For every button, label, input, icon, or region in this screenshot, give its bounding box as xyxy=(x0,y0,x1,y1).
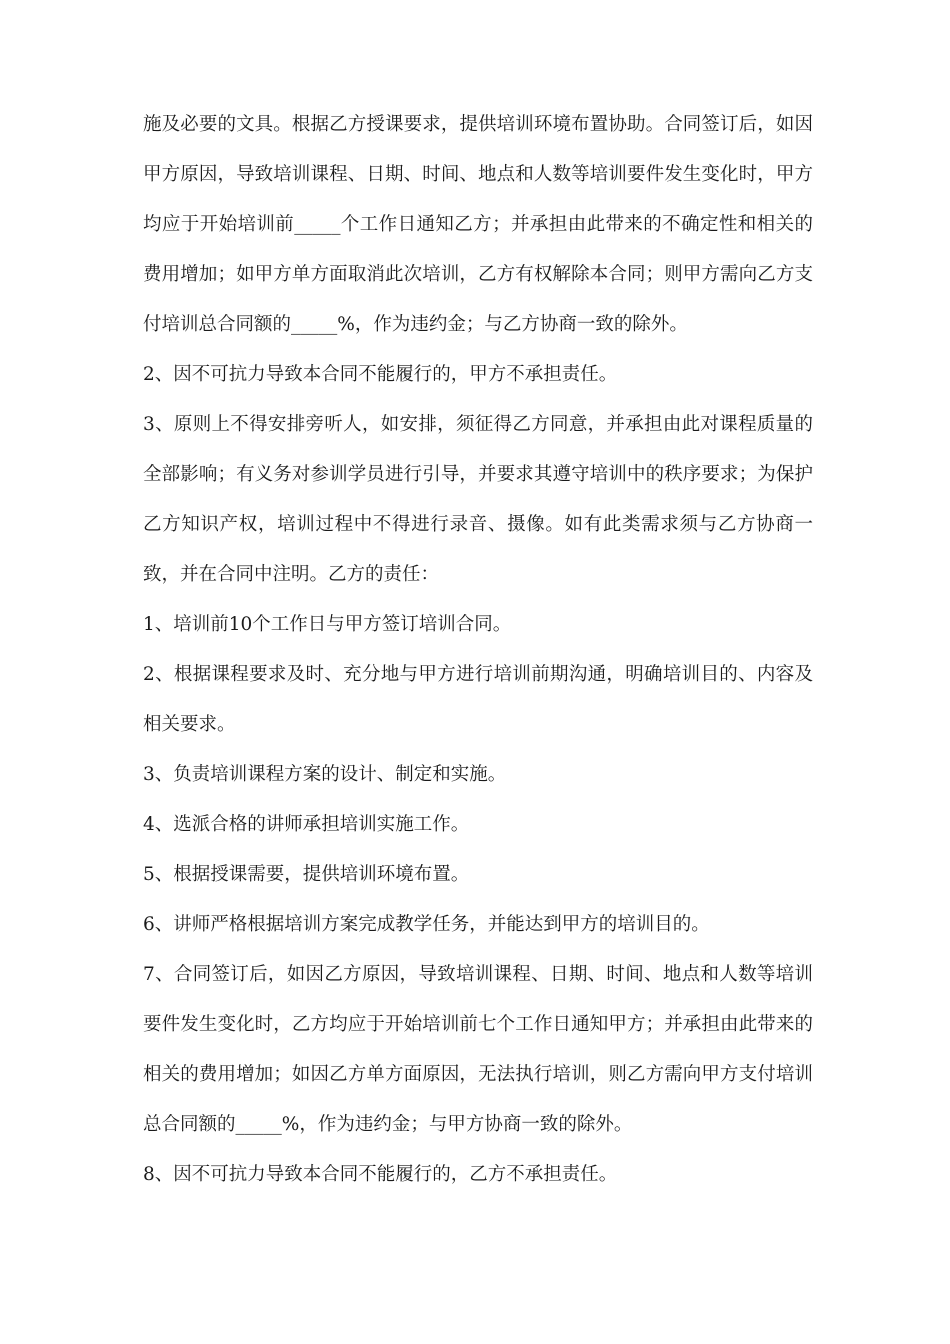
paragraph-party-b-item-4: 4、选派合格的讲师承担培训实施工作。 xyxy=(143,814,470,835)
paragraph-party-b-item-6: 6、讲师严格根据培训方案完成教学任务，并能达到甲方的培训目的。 xyxy=(143,914,710,935)
paragraph-party-b-item-8: 8、因不可抗力导致本合同不能履行的，乙方不承担责任。 xyxy=(143,1164,618,1185)
paragraph-party-b-item-1: 1、培训前10个工作日与甲方签订培训合同。 xyxy=(143,614,512,635)
paragraph-party-b-item-3: 3、负责培训课程方案的设计、制定和实施。 xyxy=(143,764,507,785)
paragraph-party-a-obligations-continued: 施及必要的文具。根据乙方授课要求，提供培训环境布置协助。合同签订后，如因甲方原因，导致培训课程、日期、时间、地点和人数等培训要件发生变化时，甲方均应于开始培训前_____个工作日通知乙方；并承担由此带来的不确定性和相关的费用增加；如甲方单方面取消此次培训，乙方有权解除本合同；则甲方需向乙方支付培训总合同额的_____%，作为违约金；与乙方协商一致的除外。 xyxy=(143,114,813,335)
paragraph-party-b-item-5: 5、根据授课需要，提供培训环境布置。 xyxy=(143,864,470,885)
paragraph-party-a-item-3: 3、原则上不得安排旁听人，如安排，须征得乙方同意，并承担由此对课程质量的全部影响；有义务对参训学员进行引导，并要求其遵守培训中的秩序要求；为保护乙方知识产权，培训过程中不得进行录音、摄像。如有此类需求须与乙方协商一致，并在合同中注明。乙方的责任： xyxy=(143,414,813,585)
document-body xyxy=(143,100,813,1200)
paragraph-party-b-item-7: 7、合同签订后，如因乙方原因，导致培训课程、日期、时间、地点和人数等培训要件发生变化时，乙方均应于开始培训前七个工作日通知甲方；并承担由此带来的相关的费用增加；如因乙方单方面原因，无法执行培训，则乙方需向甲方支付培训总合同额的_____%，作为违约金；与甲方协商一致的除外。 xyxy=(143,964,813,1135)
paragraph-party-b-item-2: 2、根据课程要求及时、充分地与甲方进行培训前期沟通，明确培训目的、内容及相关要求。 xyxy=(143,664,813,735)
paragraph-party-a-item-2: 2、因不可抗力导致本合同不能履行的，甲方不承担责任。 xyxy=(143,364,618,385)
